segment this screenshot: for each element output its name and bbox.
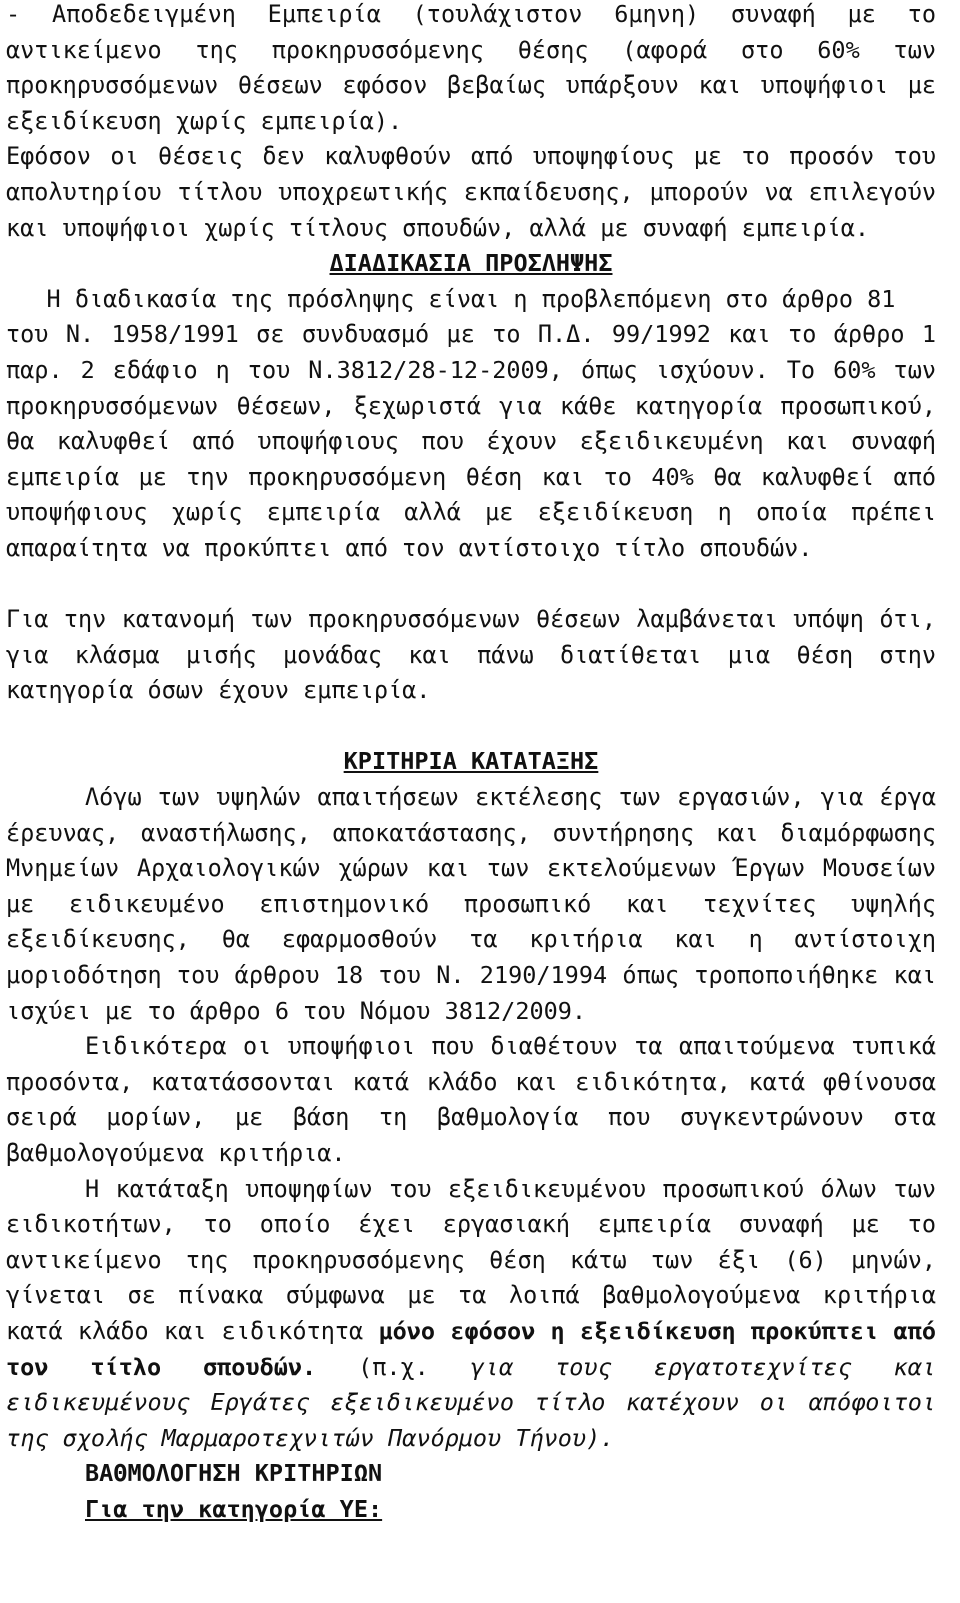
paragraph-procedure: του Ν. 1958/1991 σε συνδυασμό με το Π.Δ. 99/1992 και το άρθρο 1 παρ. 2 εδάφιο η του Ν.3812/28-12-2009, όπως ισχύουν. Το 60% των προκηρυσσόμενων θέσεων, ξεχωριστά για κάθε κατηγορία προσωπικού, θα καλυφθεί από υποψήφιους που έχουν εξειδικευμένη και συναφή εμπειρία με την προκηρυσσόμενη θέση και το 40% θα καλυφθεί από υποψήφιους χωρίς εμπειρία αλλά με εξειδίκευση η οποία πρέπει απαραίτητα να προκύπτει από τον αντίστοιχο τίτλο σπουδών. xyxy=(6,320,936,562)
blank-line xyxy=(6,709,936,745)
paragraph-no-degree: Εφόσον οι θέσεις δεν καλυφθούν από υποψηφίους με το προσόν του απολυτηρίου τίτλου υποχρεωτικής εκπαίδευσης, μπορούν να επιλεγούν και υποψήφιοι χωρίς τίτλους σπουδών, αλλά με συναφή εμπειρία. xyxy=(6,142,936,242)
bold-text-run: μόνο εφόσον η εξειδίκευση προκύπτει από τον τίτλο σπουδών. xyxy=(6,1316,937,1381)
text-run: Η κατάταξη υποψηφίων του εξειδικευμένου προσωπικού όλων των ειδικοτήτων, το οποίο έχει εργασιακή εμπειρία συναφή με το αντικείμενο της προκηρυσσόμενης θέση κάτω των έξι (6) μηνών, γίνεται σε πίνακα σύμφωνα με τα λοιπά βαθμολογούμενα κριτήρια κατά κλάδο και ειδικότητα xyxy=(6,1174,936,1345)
document-page xyxy=(6,0,936,1528)
paragraph-specialized-ranking xyxy=(6,1172,936,1457)
paragraph-criteria: Λόγω των υψηλών απαιτήσεων εκτέλεσης των εργασιών, για έργα έρευνας, αναστήλωσης, αποκατάστασης, συντήρησης και διαμόρφωσης Μνημείων Αρχαιολογικών χώρων και των εκτελούμενων Έργων Μουσείων με ειδικευμένο επιστημονικό προσωπικό και τεχνίτες υψηλής εξειδίκευσης, θα εφαρμοσθούν τα κριτήρια και η αντίστοιχη μοριοδότηση του άρθρου 18 του Ν. 2190/1994 όπως τροποποιήθηκε και ισχύει με το άρθρο 6 του Νόμου 3812/2009. xyxy=(6,783,936,1025)
text-run: (π.χ. xyxy=(316,1352,471,1381)
heading-ranking-criteria: ΚΡΙΤΗΡΙΑ ΚΑΤΑΤΑΞΗΣ xyxy=(343,747,599,776)
italic-text-run: για τους εργατοτεχνίτες και ειδικευμένους Εργάτες εξειδικευμένο τίτλο κατέχουν οι απόφοιτοι της σχολής Μαρμαροτεχνιτών Πανόρμου Τήνου). xyxy=(6,1352,936,1452)
paragraph-procedure-first-line: Η διαδικασία της πρόσληψης είναι η προβλεπόμενη στο άρθρο 81 xyxy=(46,284,896,313)
heading-hiring-procedure: ΔΙΑΔΙΚΑΣΙΑ ΠΡΟΣΛΗΨΗΣ xyxy=(329,249,613,278)
heading-criteria-scoring: ΒΑΘΜΟΛΟΓΗΣΗ ΚΡΙΤΗΡΙΩΝ xyxy=(85,1459,383,1488)
heading-category-ye: Για την κατηγορία ΥΕ: xyxy=(85,1494,383,1523)
paragraph-experience: - Αποδεδειγμένη Εμπειρία (τουλάχιστον 6μηνη) συναφή με το αντικείμενο της προκηρυσσόμενης θέσης (αφορά στο 60% των προκηρυσσόμενων θέσεων εφόσον βεβαίως υπάρξουν και υποψήφιοι με εξειδίκευση χωρίς εμπειρία). xyxy=(6,0,936,135)
blank-line xyxy=(6,567,936,603)
paragraph-ranking: Ειδικότερα οι υποψήφιοι που διαθέτουν τα απαιτούμενα τυπικά προσόντα, κατατάσσονται κατά κλάδο και ειδικότητα, κατά φθίνουσα σειρά μορίων, με βάση τη βαθμολογία που συγκεντρώνουν στα βαθμολογούμενα κριτήρια. xyxy=(6,1032,936,1167)
paragraph-allocation: Για την κατανομή των προκηρυσσόμενων θέσεων λαμβάνεται υπόψη ότι, για κλάσμα μισής μονάδας και πάνω διατίθεται μια θέση στην κατηγορία όσων έχουν εμπειρία. xyxy=(6,605,936,705)
